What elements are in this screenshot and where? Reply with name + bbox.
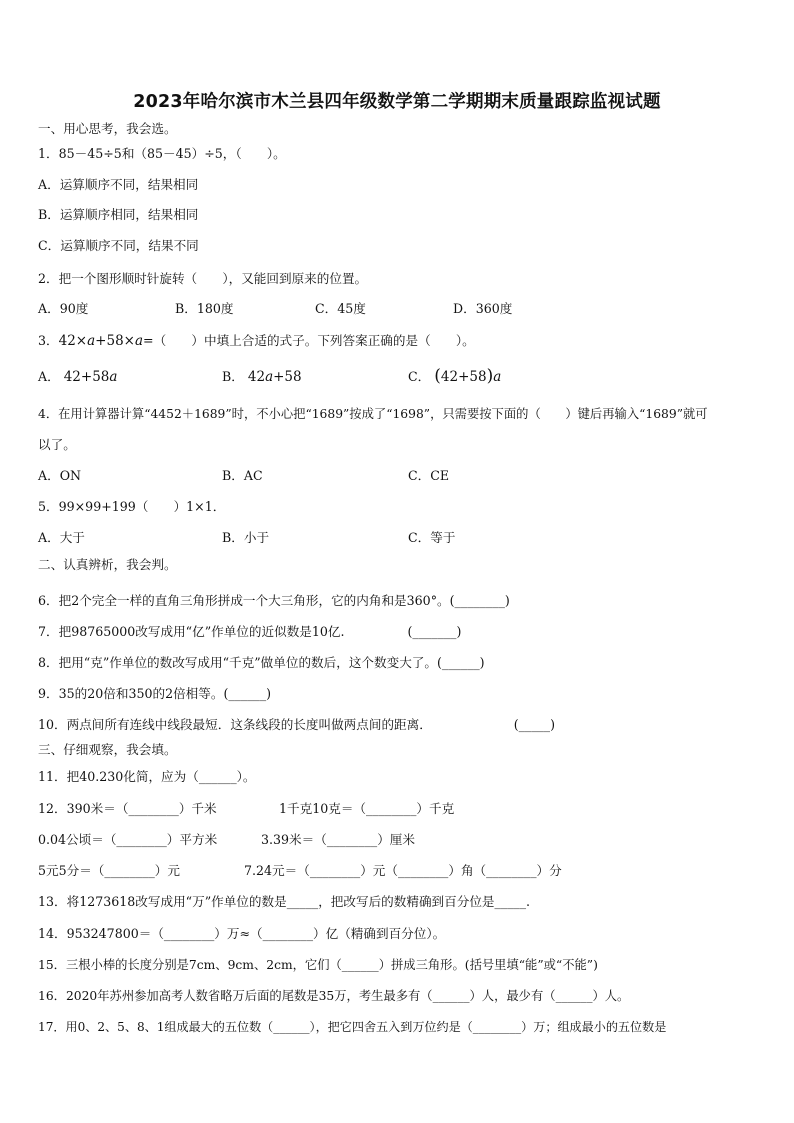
option-expression <box>248 369 302 385</box>
question-3-expression <box>59 333 143 349</box>
question-12-part-6: 7.24元＝（________）元（________）角（________）分 <box>244 863 562 878</box>
question-3-number: 3． <box>38 333 59 348</box>
question-5: 5．99×99+199（ ）1×1． <box>38 499 226 514</box>
question-3-text: =（ ）中填上合适的式子。下列答案正确的是（ ）。 <box>143 333 475 348</box>
question-1-option-b: B．运算顺序相同，结果相同 <box>38 207 199 222</box>
section-heading-judge: 二、认真辨析，我会判。 <box>38 557 177 572</box>
page-title: 2023年哈尔滨市木兰县四年级数学第二学期期末质量跟踪监视试题 <box>133 92 661 112</box>
question-1: 1．85－45÷5和（85－45）÷5，（ ）。 <box>38 146 286 161</box>
variable-a: a <box>134 333 144 349</box>
question-4-option-c: C．CE <box>408 468 450 483</box>
question-1-option-c: C．运算顺序不同，结果不同 <box>38 238 199 253</box>
question-14: 14．953247800＝（________）万≈（________）亿（精确到百分位）。 <box>38 926 446 941</box>
expr-part: 42+58 <box>63 369 110 385</box>
question-3 <box>38 333 475 349</box>
question-6: 6．把2个完全一样的直角三角形拼成一个大三角形，它的内角和是360°。(________) <box>38 593 510 608</box>
question-8: 8．把用“克”作单位的数改写成用“千克”做单位的数后，这个数变大了。(______) <box>38 655 485 670</box>
question-16: 16．2020年苏州参加高考人数省略万后面的尾数是35万，考生最多有（______）人，最少有（______）人。 <box>38 989 630 1003</box>
question-1-option-a: A．运算顺序不同，结果相同 <box>38 177 199 192</box>
option-expression: (42+58)a <box>434 366 502 386</box>
option-label: B． <box>222 369 244 384</box>
question-4-option-b: B．AC <box>222 468 263 483</box>
variable-a: a <box>493 369 502 385</box>
option-label: A． <box>38 369 60 384</box>
question-12-part-2: 1千克10克＝（________）千克 <box>279 801 455 816</box>
question-3-option-b <box>222 369 302 385</box>
question-4-option-a: A．ON <box>38 468 82 483</box>
section-heading-choice: 一、用心思考，我会选。 <box>38 121 177 136</box>
section-heading-fill: 三、仔细观察，我会填。 <box>38 742 177 757</box>
question-12-part-3: 0.04公顷＝（________）平方米 <box>38 832 218 847</box>
question-2-option-b: B．180度 <box>175 301 234 316</box>
question-5-option-c: C．等于 <box>408 530 456 545</box>
question-4-line-1: 4．在用计算器计算“4452＋1689”时，不小心把“1689”按成了“1698”，只需要按下面的（ ）键后再输入“1689”就可 <box>38 407 708 421</box>
variable-a: a <box>265 369 274 385</box>
variable-a: a <box>109 369 118 385</box>
option-expression <box>64 369 118 385</box>
question-3-option-a <box>38 369 117 385</box>
expr-part: 42 <box>247 369 266 385</box>
question-15: 15．三根小棒的长度分别是7cm、9cm、2cm，它们（______）拼成三角形。(括号里填“能”或“不能”) <box>38 958 598 972</box>
question-4-line-2: 以了。 <box>38 437 76 452</box>
question-12-part-1: 12．390米＝（________）千米 <box>38 801 217 816</box>
question-7: 7．把98765000改写成用“亿”作单位的近似数是10亿. (_______) <box>38 624 462 639</box>
question-17: 17．用0、2、5、8、1组成最大的五位数（______），把它四舍五入到万位约是（________）万；组成最小的五位数是 <box>38 1020 667 1034</box>
question-3-option-c <box>408 368 501 385</box>
question-9: 9．35的20倍和350的2倍相等。(______) <box>38 686 272 701</box>
question-10: 10．两点间所有连线中线段最短．这条线段的长度叫做两点间的距离． (_____) <box>38 717 556 732</box>
question-2-option-d: D．360度 <box>453 301 513 316</box>
question-2: 2．把一个图形顺时针旋转（ ），又能回到原来的位置。 <box>38 271 368 286</box>
question-5-option-b: B．小于 <box>222 530 270 545</box>
question-5-option-a: A．大于 <box>38 530 85 545</box>
variable-a: a <box>87 333 96 349</box>
question-13: 13．将1273618改写成用“万”作单位的数是_____，把改写后的数精确到百分位是_____. <box>38 894 530 909</box>
expr-part: 42× <box>58 333 88 349</box>
expr-part: +58× <box>95 333 135 349</box>
expr-part: 42+58 <box>440 369 487 385</box>
question-2-option-a: A．90度 <box>38 301 89 316</box>
expr-part: +58 <box>273 369 302 385</box>
question-2-option-c: C．45度 <box>315 301 366 316</box>
question-12-part-5: 5元5分＝（________）元 <box>38 863 180 878</box>
question-11: 11．把40.230化简，应为（______）。 <box>38 769 256 784</box>
option-label: C． <box>408 369 431 384</box>
question-12-part-4: 3.39米＝（________）厘米 <box>261 832 415 847</box>
